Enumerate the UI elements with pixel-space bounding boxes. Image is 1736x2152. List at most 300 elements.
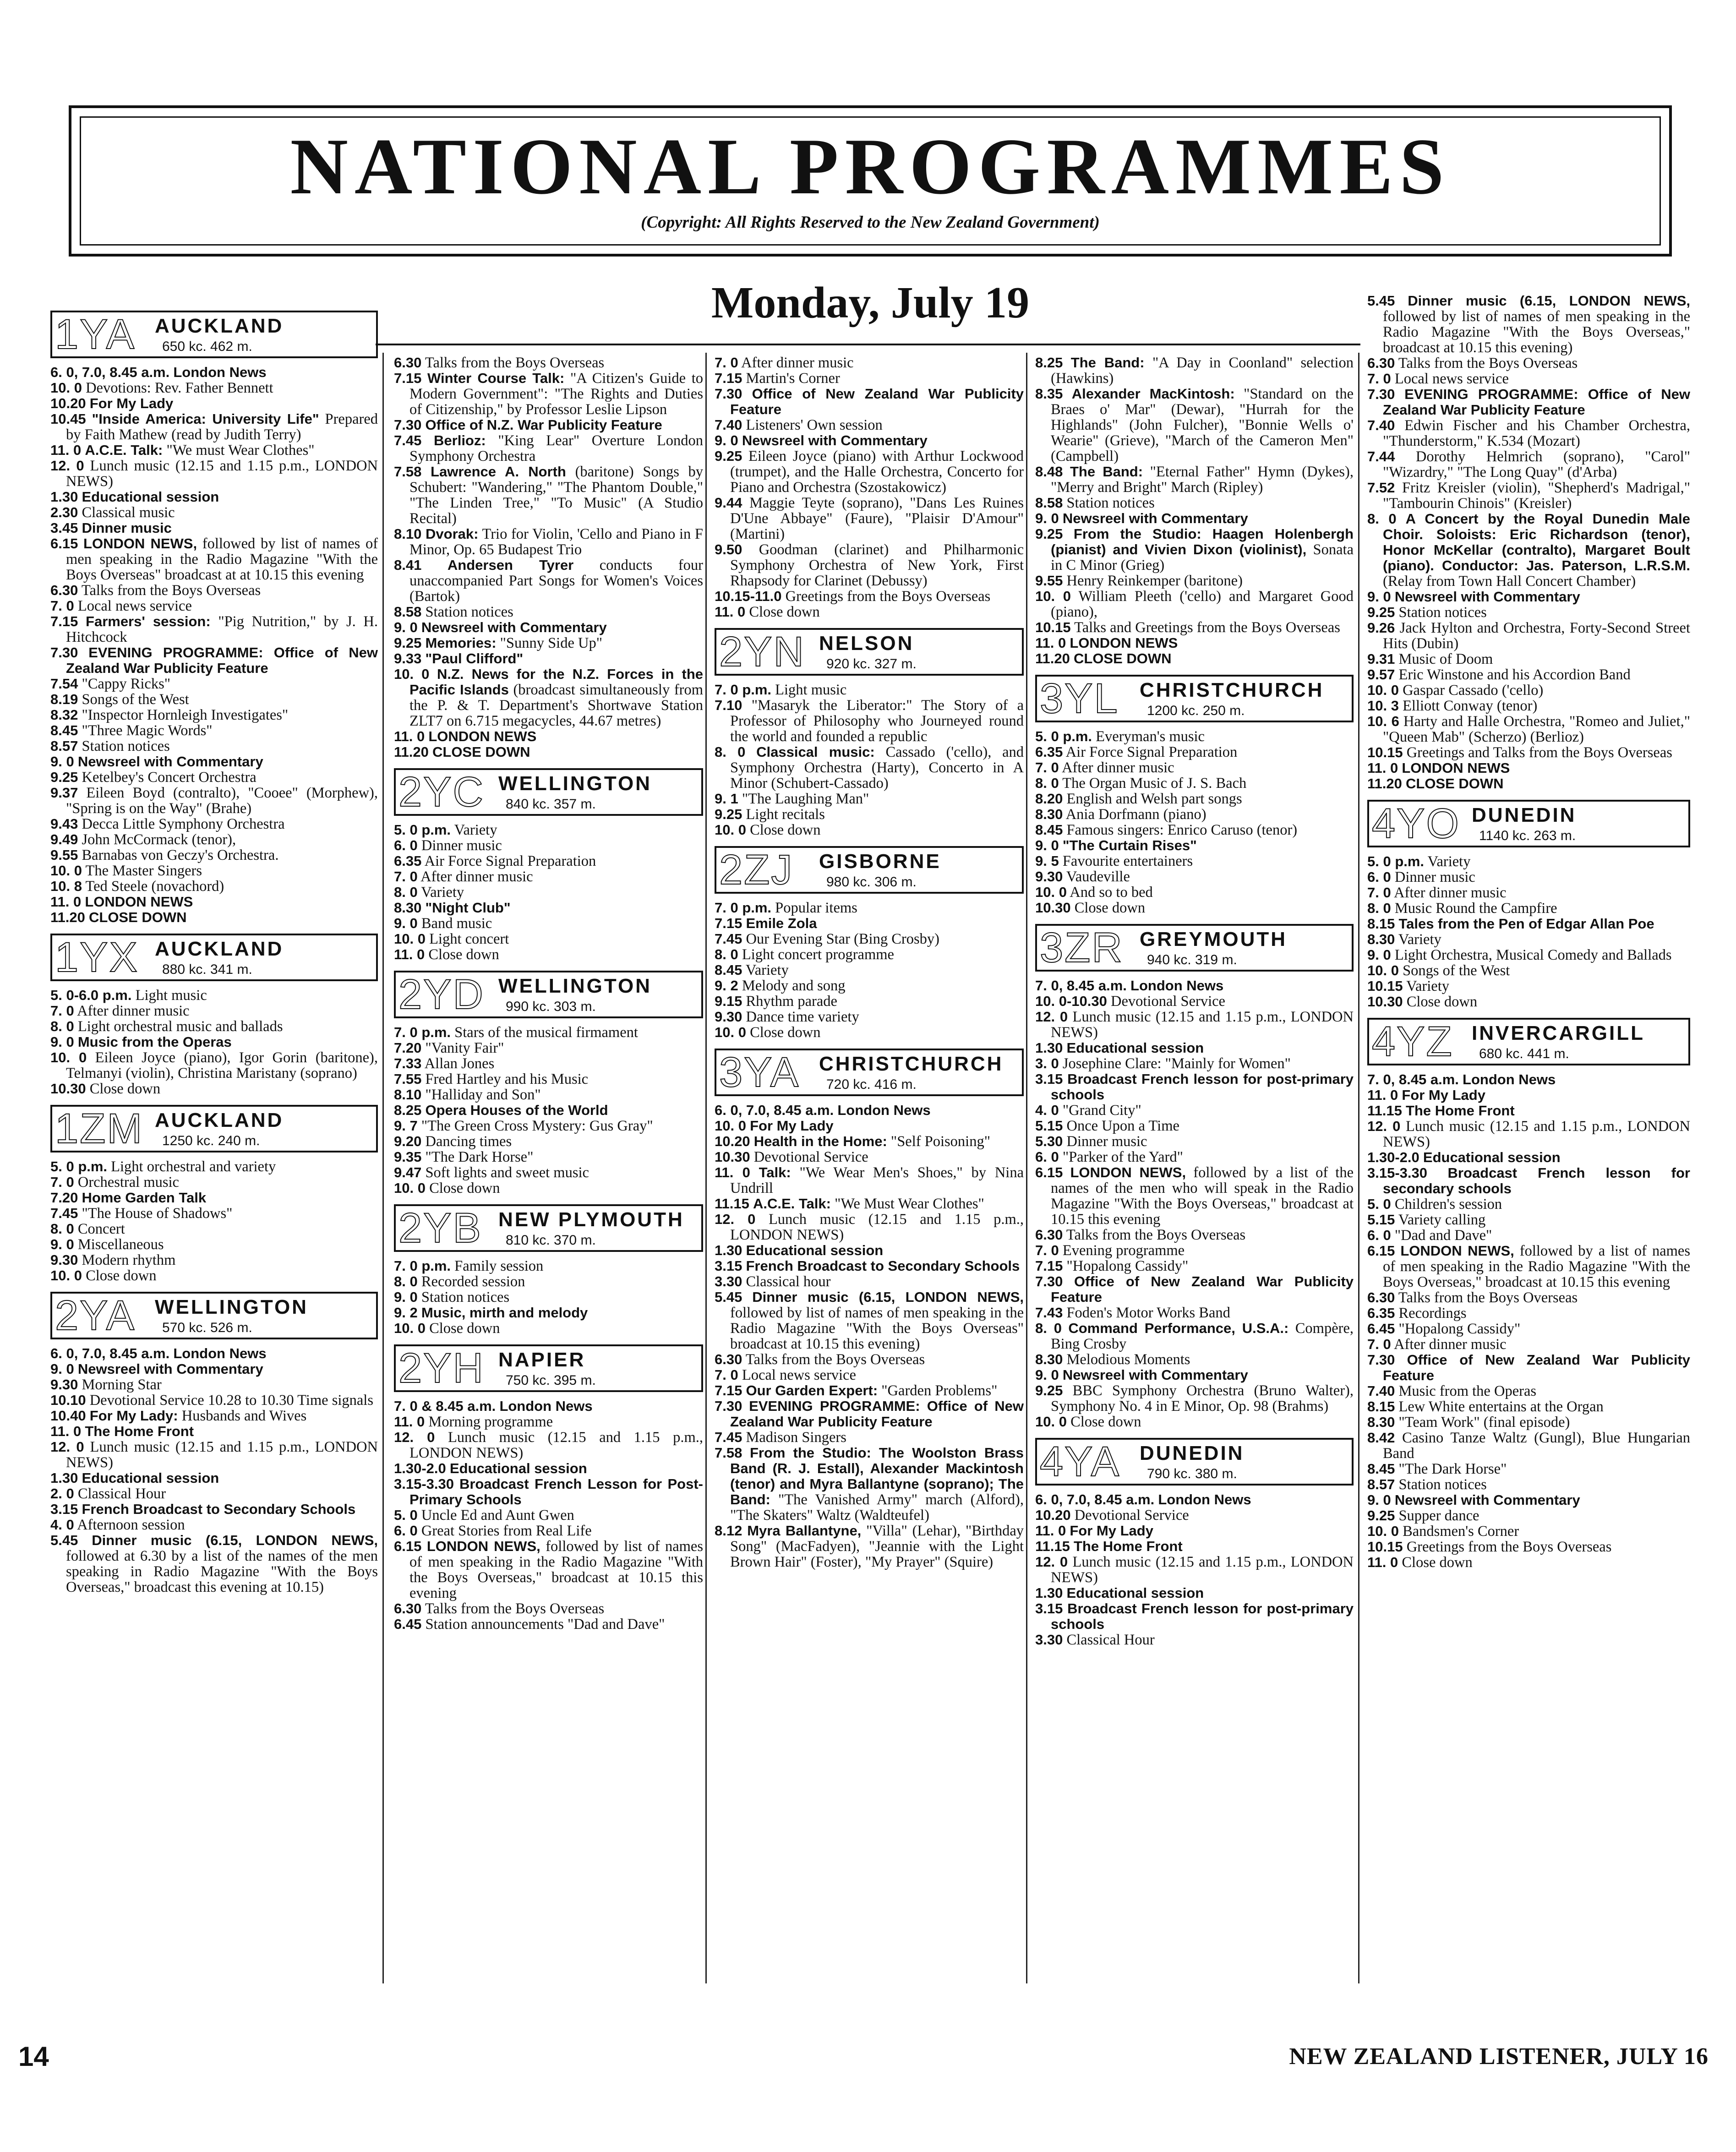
- programme-description: After dinner music: [1062, 759, 1174, 776]
- programme-entry: [715, 1352, 1024, 1367]
- programme-time: 6.30: [1367, 1289, 1395, 1305]
- programme-description: Variety calling: [1398, 1212, 1486, 1228]
- programme-description: Light orchestral and variety: [111, 1158, 276, 1175]
- programme-time: 8.30: [1367, 1414, 1395, 1430]
- programme-time: 11.20: [1035, 650, 1070, 666]
- programme-time: 10. 0: [715, 1024, 746, 1040]
- programme-entry: [394, 666, 703, 729]
- programme-description: John McCormack (tenor),: [82, 831, 236, 848]
- programme-title: Newsreel with Commentary: [1062, 510, 1248, 526]
- programme-entry: [1367, 651, 1690, 667]
- programme-description: Allan Jones: [424, 1055, 495, 1072]
- programme-description: "Hopalong Cassidy": [1066, 1258, 1189, 1274]
- programme-time: 7. 0 p.m.: [715, 900, 772, 916]
- programme-time: 10.10: [50, 1392, 86, 1408]
- programme-entry: [394, 417, 703, 433]
- programme-time: 12. 0: [1035, 1009, 1068, 1025]
- programme-entry: [1035, 760, 1354, 776]
- column-divider: [1026, 353, 1027, 1983]
- programme-title: London News: [173, 364, 267, 380]
- programme-time: 6.30: [1035, 1227, 1063, 1243]
- programme-description: "Grand City": [1062, 1102, 1141, 1119]
- programme-time: 6. 0: [1367, 869, 1391, 885]
- programme-entry: [1035, 1040, 1354, 1056]
- programme-title: Educational session: [1066, 1040, 1204, 1056]
- programme-entry: [1367, 480, 1690, 511]
- programme-time: 12. 0: [1035, 1554, 1068, 1570]
- programme-entry: [50, 1268, 378, 1284]
- programme-entry: [50, 692, 378, 707]
- programme-time: 11.15: [1367, 1103, 1402, 1119]
- programme-time: 1.30: [50, 1470, 78, 1486]
- programme-entry: [715, 1165, 1024, 1196]
- station-city: WELLINGTON: [155, 1296, 308, 1318]
- programme-description: Light recitals: [746, 806, 825, 823]
- programme-entry: [1367, 1539, 1690, 1555]
- programme-description: Once Upon a Time: [1066, 1118, 1179, 1134]
- programme-description: Station notices: [1398, 604, 1487, 621]
- programme-entry: [715, 604, 1024, 620]
- programme-time: 7.15: [394, 370, 422, 386]
- programme-entry: [50, 832, 378, 847]
- programme-description: After dinner music: [1394, 1336, 1507, 1353]
- programme-time: 6.45: [394, 1616, 422, 1632]
- station-header: [50, 311, 378, 358]
- programme-time: 11. 0: [50, 442, 82, 458]
- programme-description: "Pig Nutrition," by J. H. Hitchcock: [66, 613, 378, 645]
- programme-time: 11. 0: [1367, 1087, 1398, 1103]
- programme-entry: [50, 1517, 378, 1533]
- programme-description: Stars of the musical firmament: [454, 1024, 638, 1041]
- programme-description: Talks and Greetings from the Boys Overseas: [1074, 619, 1340, 636]
- programme-entry: [50, 1190, 378, 1206]
- programme-title: Farmers' session:: [86, 613, 211, 629]
- programme-title: London News: [1158, 1491, 1251, 1507]
- programme-entry: [1367, 511, 1690, 589]
- programme-title: LONDON NEWS,: [1070, 1164, 1186, 1180]
- programme-time: 8.15: [1367, 916, 1395, 932]
- programme-description: "We must Wear Clothes": [166, 442, 315, 459]
- programme-time: 11. 0: [1035, 635, 1066, 651]
- programme-description: followed by a list of names of men speaking in the Radio Magazine "With the Boys Overseas," broadcast at 10.15 this evening: [1383, 1243, 1690, 1290]
- programme-description: Dance time variety: [746, 1009, 859, 1025]
- programme-entry: [394, 729, 703, 744]
- programme-description: Variety: [454, 822, 497, 838]
- station-frequency: 810 kc. 370 m.: [506, 1233, 596, 1248]
- programme-time: 9.55: [1035, 573, 1063, 589]
- programme-entry: [394, 1180, 703, 1196]
- programme-entry: [394, 355, 703, 371]
- programme-time: 10. 0: [1035, 1414, 1067, 1430]
- programme-title: From the Studio: Haagen Holenbergh (pianist) and Vivien Dixon (violinist),: [1051, 526, 1354, 557]
- programme-time: 10.45: [50, 411, 86, 427]
- programme-entry: [394, 635, 703, 651]
- programme-time: 5. 0: [394, 1507, 418, 1523]
- programme-description: Eric Winstone and his Accordion Band: [1398, 666, 1631, 683]
- programme-entry: [715, 1289, 1024, 1352]
- programme-description: Dinner music: [1394, 869, 1475, 885]
- station-call-sign: 2YH: [399, 1345, 485, 1392]
- programme-time: 3. 0: [1035, 1055, 1059, 1071]
- programme-description: Henry Reinkemper (baritone): [1066, 573, 1243, 589]
- programme-time: 9. 0: [1367, 947, 1391, 963]
- programme-entry: [1035, 464, 1354, 495]
- programme-entry: [1367, 605, 1690, 620]
- station-city: AUCKLAND: [155, 938, 284, 960]
- programme-description: Trio for Violin, 'Cello and Piano in F Minor, Op. 65 Budapest Trio: [409, 526, 703, 558]
- programme-entry: [50, 489, 378, 505]
- station-city: INVERCARGILL: [1472, 1022, 1645, 1044]
- programme-description: Music of Doom: [1398, 651, 1493, 667]
- programme-entry: [715, 931, 1024, 947]
- programme-title: Office of N.Z. War Publicity Feature: [425, 417, 662, 433]
- programme-title: Opera Houses of the World: [425, 1102, 608, 1118]
- programme-title: A Concert by the Royal Dunedin Male Choir. Soloists: Eric Richardson (tenor), Honor McKellar (contralto), Margaret Boult (piano). Conductor: Jas. Paterson, L.R.S.M.: [1383, 511, 1690, 574]
- programme-description: "Halliday and Son": [425, 1087, 541, 1103]
- programme-entry: [394, 433, 703, 464]
- programme-time: 5.45: [1367, 293, 1395, 309]
- programme-title: A.C.E. Talk:: [753, 1196, 831, 1212]
- programme-entry: [1035, 1585, 1354, 1601]
- programme-title: Dinner music (6.15, LONDON NEWS,: [1408, 293, 1690, 309]
- programme-entry: [1035, 355, 1354, 386]
- programme-time: 5. 0 p.m.: [50, 1158, 108, 1174]
- programme-time: 10. 6: [1367, 713, 1399, 729]
- programme-entry: [50, 1486, 378, 1502]
- programme-description: Station notices: [421, 1289, 510, 1305]
- programme-entry: [50, 1393, 378, 1408]
- programme-entry: [50, 1346, 378, 1361]
- station-header: [715, 1049, 1024, 1096]
- programme-time: 9. 0: [1035, 510, 1059, 526]
- programme-entry: [1367, 1461, 1690, 1477]
- programme-entry: [50, 1003, 378, 1019]
- programme-entry: [394, 822, 703, 838]
- station-city: GREYMOUTH: [1140, 928, 1287, 950]
- programme-title: Music from the Operas: [77, 1034, 232, 1050]
- programme-entry: [1035, 1523, 1354, 1539]
- station-call-sign: 3YL: [1040, 675, 1119, 722]
- programme-time: 6. 0, 7.0, 8.45 a.m.: [715, 1102, 834, 1118]
- programme-time: 11. 0: [1367, 1554, 1398, 1570]
- programme-entry: [1367, 683, 1690, 698]
- programme-entry: [1035, 1321, 1354, 1352]
- programme-entry: [1035, 1165, 1354, 1227]
- programme-entry: [394, 853, 703, 869]
- programme-time: 8. 0: [715, 946, 738, 962]
- programme-title: Dvorak:: [426, 526, 479, 542]
- programme-time: 3.45: [50, 520, 78, 536]
- station-frequency: 980 kc. 306 m.: [826, 874, 917, 890]
- programme-description: Famous singers: Enrico Caruso (tenor): [1066, 822, 1298, 838]
- programme-description: Music from the Operas: [1398, 1383, 1537, 1399]
- programme-entry: [1367, 776, 1690, 792]
- programme-description: Maggie Teyte (soprano), "Dans Les Ruines D'Une Abbaye" (Faure), "Plaisir D'Amour" (Martini): [730, 495, 1024, 542]
- programme-title: Emile Zola: [746, 915, 817, 931]
- programme-entry: [50, 1408, 378, 1424]
- programme-time: 10.30: [1035, 900, 1071, 916]
- programme-description: Classical Hour: [1066, 1632, 1155, 1648]
- programme-title: London News: [173, 1345, 267, 1361]
- programme-time: 7. 0: [715, 355, 738, 371]
- programme-entry: [715, 900, 1024, 916]
- programme-entry: [1367, 947, 1690, 963]
- programme-description: Fred Hartley and his Music: [425, 1071, 589, 1087]
- programme-entry: [715, 807, 1024, 822]
- programme-description: Classical music: [82, 504, 175, 521]
- station-frequency: 1140 kc. 263 m.: [1479, 828, 1576, 843]
- programme-entry: [715, 791, 1024, 807]
- programme-description: Close down: [749, 604, 820, 620]
- programme-time: 8.30: [1035, 1351, 1063, 1367]
- programme-description: "Self Poisoning": [890, 1133, 990, 1150]
- programme-entry: [394, 838, 703, 853]
- station-city: CHRISTCHURCH: [1140, 679, 1324, 701]
- programme-description: Eileen Boyd (contralto), "Cooee" (Morphew), "Spring is on the Way" (Brahe): [66, 785, 378, 817]
- programme-time: 12. 0: [1367, 1118, 1401, 1134]
- programme-entry: [394, 1118, 703, 1134]
- programme-description: Close down: [89, 1081, 161, 1097]
- programme-entry: [50, 1361, 378, 1377]
- programme-entry: [50, 458, 378, 489]
- programme-time: 8.57: [1367, 1476, 1395, 1492]
- station-call-sign: 4YA: [1040, 1438, 1121, 1485]
- programme-description: "Team Work" (final episode): [1398, 1414, 1570, 1431]
- programme-description: (baritone) Songs by Schubert: "Wandering," "The Phantom Double," "The Linden Tree," "To Music" (A Studio Recital): [409, 464, 703, 527]
- programme-title: Memories:: [425, 635, 497, 651]
- programme-entry: [1035, 651, 1354, 666]
- programme-time: 8. 0: [1035, 1320, 1062, 1336]
- station-header: [715, 628, 1024, 676]
- programme-description: After dinner music: [420, 868, 533, 885]
- programme-description: The Organ Music of J. S. Bach: [1062, 775, 1247, 792]
- programme-description: "Inspector Hornleigh Investigates": [82, 707, 289, 723]
- programme-entry: [50, 1470, 378, 1486]
- programme-entry: [1035, 1414, 1354, 1430]
- programme-description: After dinner music: [741, 355, 854, 371]
- programme-title: London News: [1130, 978, 1224, 994]
- programme-description: Edwin Fischer and his Chamber Orchestra, "Thunderstorm," K.534 (Mozart): [1383, 417, 1690, 449]
- programme-time: 10.20: [715, 1133, 750, 1149]
- programme-description: Barnabas von Geczy's Orchestra.: [82, 847, 279, 863]
- programme-time: 9.25: [1035, 1382, 1063, 1398]
- station-header: [394, 971, 703, 1018]
- station-city: AUCKLAND: [155, 315, 284, 337]
- programme-description: Lunch music (12.15 and 1.15 p.m., LONDON NEWS): [730, 1211, 1024, 1243]
- programme-entry: [715, 1367, 1024, 1383]
- programme-time: 8.19: [50, 691, 78, 707]
- programme-entry: [1035, 495, 1354, 511]
- programme-entry: [1367, 760, 1690, 776]
- programme-entry: [394, 1476, 703, 1507]
- programme-entry: [1367, 293, 1690, 355]
- programme-description: followed by list of names of men speaking in the Radio Magazine "With the Boys Overseas," broadcast at 10.15 this evening): [1383, 308, 1690, 356]
- programme-time: 7.15: [715, 915, 742, 931]
- programme-description: (broadcast simultaneously from the P. & T. Department's Shortwave Station ZLT7 on 6.715 megacycles, 44.67 metres): [409, 682, 703, 729]
- programme-time: 9.47: [394, 1164, 422, 1180]
- programme-entry: [50, 1502, 378, 1517]
- programme-entry: [1367, 901, 1690, 916]
- programme-time: 9.30: [715, 1009, 742, 1025]
- programme-time: 8. 0: [715, 744, 746, 760]
- programme-time: 7.30: [715, 1398, 742, 1414]
- programme-description: "The Green Cross Mystery: Gus Gray": [421, 1118, 653, 1134]
- programme-title: LONDON NEWS: [85, 894, 193, 910]
- programme-time: 9. 2: [715, 978, 738, 994]
- programme-entry: [394, 900, 703, 916]
- programme-description: Dorothy Helmrich (soprano), "Carol" "Wizardry," "The Long Quay" (d'Arba): [1383, 448, 1690, 481]
- programme-description: Recordings: [1398, 1305, 1467, 1322]
- programme-time: 1.30: [50, 489, 78, 505]
- programme-entry: [394, 916, 703, 931]
- programme-time: 9.15: [715, 993, 742, 1009]
- programme-entry: [394, 1289, 703, 1305]
- programme-time: 10. 0: [50, 863, 82, 879]
- programme-title: The Home Front: [1406, 1103, 1515, 1119]
- programme-description: Songs of the West: [1403, 962, 1510, 979]
- programme-entry: [1367, 1352, 1690, 1383]
- programme-entry: [1035, 994, 1354, 1009]
- programme-title: Broadcast French lesson for post-primary schools: [1051, 1071, 1354, 1103]
- programme-title: LONDON NEWS: [428, 728, 537, 744]
- programme-time: 3.15: [1035, 1600, 1063, 1617]
- programme-entry: [1035, 1056, 1354, 1071]
- programme-entry: [715, 1274, 1024, 1289]
- programme-entry: [715, 1383, 1024, 1398]
- programme-entry: [1367, 1337, 1690, 1352]
- programme-description: Local news service: [77, 598, 192, 614]
- programme-description: Afternoon session: [77, 1517, 185, 1533]
- programme-time: 7.55: [394, 1071, 422, 1087]
- programme-entry: [50, 520, 378, 536]
- programme-entry: [1367, 1305, 1690, 1321]
- programme-time: 10. 0: [1367, 1523, 1399, 1539]
- programme-time: 6.15: [50, 535, 78, 552]
- programme-entry: [715, 1212, 1024, 1243]
- station-call-sign: 3ZR: [1040, 924, 1124, 971]
- programme-time: 6. 0, 7.0, 8.45 a.m.: [1035, 1491, 1155, 1507]
- programme-entry: [394, 1274, 703, 1289]
- programme-entry: [715, 822, 1024, 838]
- programme-time: 9.30: [50, 1252, 78, 1268]
- programme-entry: [50, 1050, 378, 1081]
- programme-title: Newsreel with Commentary: [1394, 589, 1580, 605]
- programme-title: N.Z. News for the N.Z. Forces in the Pacific Islands: [409, 666, 703, 698]
- programme-description: Variety: [421, 884, 464, 901]
- programme-time: 8.30: [1035, 806, 1063, 822]
- programme-entry: [1367, 589, 1690, 605]
- programme-time: 9.25: [1367, 1507, 1395, 1524]
- programme-description: Air Force Signal Preparation: [424, 853, 596, 869]
- programme-time: 9. 0: [394, 619, 418, 635]
- programme-entry: [715, 947, 1024, 962]
- programme-title: Newsreel with Commentary: [421, 619, 607, 635]
- programme-description: Songs of the West: [82, 691, 189, 708]
- programme-entry: [1035, 1071, 1354, 1103]
- programme-time: 7. 0: [1367, 371, 1391, 387]
- programme-time: 7.44: [1367, 448, 1395, 464]
- programme-time: 9.26: [1367, 620, 1395, 636]
- programme-time: 8.41: [394, 557, 422, 573]
- programme-entry: [1367, 355, 1690, 371]
- programme-description: Variety: [745, 962, 789, 978]
- programme-description: Prepared by Faith Mathew (read by Judith Terry): [66, 411, 378, 443]
- programme-entry: [1367, 1383, 1690, 1399]
- programme-description: "Villa" (Lehar), "Birthday Song" (MacFadyen), "Jeannie with the Light Brown Hair" (Foster), "My Prayer" (Squire): [730, 1523, 1024, 1570]
- programme-entry: [394, 1414, 703, 1430]
- programme-entry: [715, 386, 1024, 417]
- programme-description: Talks from the Boys Overseas: [1398, 355, 1578, 371]
- programme-time: 7. 0 p.m.: [394, 1024, 451, 1040]
- programme-time: 7.15: [715, 1382, 742, 1398]
- programme-description: Talks from the Boys Overseas: [425, 1600, 605, 1617]
- programme-description: "We Must Wear Clothes": [835, 1196, 984, 1212]
- programme-title: CLOSE DOWN: [1074, 650, 1172, 666]
- programme-description: Local news service: [742, 1367, 856, 1383]
- programme-time: 9. 0: [1035, 1367, 1059, 1383]
- programme-time: 9.25: [715, 806, 742, 822]
- programme-description: "Hopalong Cassidy": [1398, 1321, 1521, 1337]
- programme-time: 7.30: [1035, 1273, 1063, 1289]
- programme-description: "The Dark Horse": [425, 1149, 534, 1165]
- station-call-sign: 2YC: [399, 769, 485, 815]
- programme-entry: [394, 1430, 703, 1461]
- programme-entry: [715, 994, 1024, 1009]
- programme-entry: [1367, 620, 1690, 651]
- programme-description: Modern rhythm: [82, 1252, 176, 1268]
- programme-description: Ania Dorfmann (piano): [1065, 806, 1206, 823]
- station-call-sign: 2YD: [399, 971, 485, 1018]
- programme-time: 9. 0: [1367, 589, 1391, 605]
- programme-time: 7.45: [715, 1429, 742, 1445]
- programme-time: 10. 3: [1367, 698, 1399, 714]
- programme-title: London News: [499, 1398, 593, 1414]
- programme-title: The Band:: [1070, 355, 1145, 371]
- programme-entry: [1035, 776, 1354, 791]
- programme-time: 6.35: [1367, 1305, 1395, 1321]
- programme-entry: [1035, 900, 1354, 916]
- programme-description: Local news service: [1394, 371, 1509, 387]
- programme-entry: [1035, 885, 1354, 900]
- programme-description: "Dad and Dave": [1394, 1227, 1492, 1244]
- programme-entry: [50, 707, 378, 723]
- station-call-sign: 1ZM: [55, 1105, 143, 1152]
- programme-time: 9.50: [715, 541, 742, 557]
- programme-description: Devotions: Rev. Father Bennett: [86, 380, 273, 396]
- copyright-notice: (Copyright: All Rights Reserved to the New Zealand Government): [641, 213, 1100, 232]
- programme-time: 6.15: [1035, 1164, 1063, 1180]
- programme-description: Light orchestral music and ballads: [77, 1018, 283, 1035]
- programme-description: Close down: [1070, 1414, 1141, 1430]
- programme-entry: [1367, 667, 1690, 683]
- programme-entry: [50, 1252, 378, 1268]
- programme-title: Educational session: [1423, 1149, 1561, 1165]
- programme-description: Variety: [1398, 931, 1441, 948]
- programme-entry: [1035, 1352, 1354, 1367]
- station-header: [394, 768, 703, 816]
- programme-description: Close down: [86, 1267, 157, 1284]
- programme-entry: [715, 542, 1024, 589]
- programme-time: 9. 0: [394, 1289, 418, 1305]
- programme-entry: [1035, 1554, 1354, 1585]
- column-divider: [705, 353, 707, 1983]
- programme-entry: [1367, 1243, 1690, 1290]
- programme-entry: [1367, 1165, 1690, 1196]
- programme-entry: [1035, 1367, 1354, 1383]
- programme-entry: [394, 1601, 703, 1617]
- programme-time: 6.30: [394, 355, 422, 371]
- programme-description: Variety: [1406, 978, 1449, 994]
